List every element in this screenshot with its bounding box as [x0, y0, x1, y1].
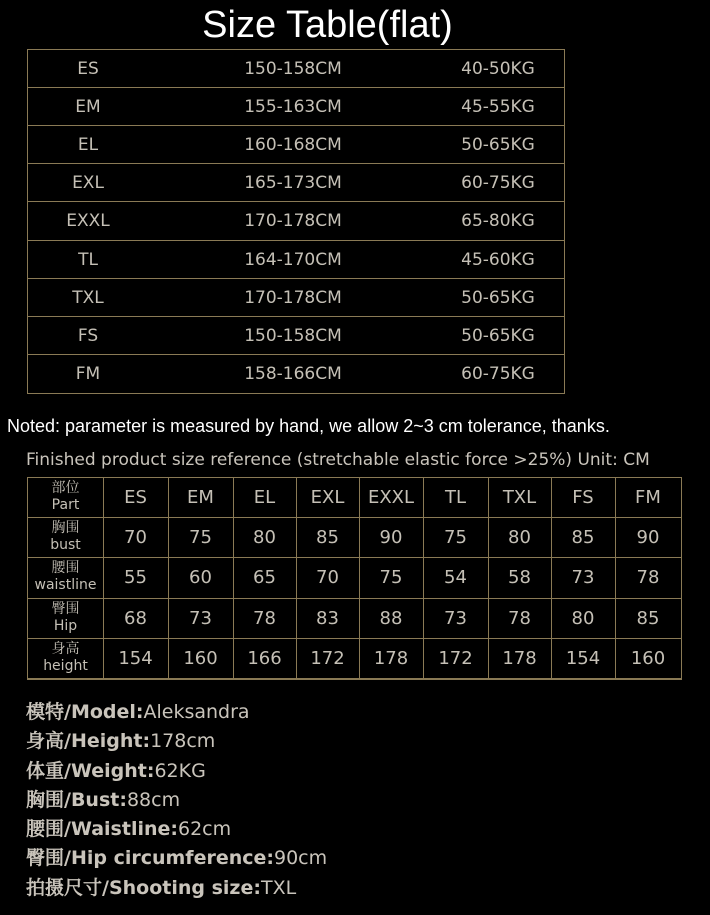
measure-value: 68 [124, 607, 147, 629]
measure-value: 80 [253, 527, 276, 549]
measure-value: 178 [373, 647, 409, 669]
model-info-line [26, 874, 327, 903]
size-header: FS [572, 487, 594, 508]
size-table-row [28, 164, 564, 202]
column-divider [359, 478, 360, 679]
model-info-key: 体重/Weight: [26, 759, 155, 782]
measure-table [27, 477, 682, 680]
weight-range: 60-75KG [461, 363, 535, 384]
measure-value: 160 [630, 647, 666, 669]
weight-range: 65-80KG [461, 211, 535, 232]
height-range: 158-166CM [244, 363, 342, 384]
measure-value: 160 [183, 647, 218, 669]
size-header: FM [635, 487, 661, 508]
weight-range: 60-75KG [461, 173, 535, 194]
measure-value: 58 [508, 567, 531, 589]
size-header: EXXL [367, 487, 415, 508]
measure-value: 83 [316, 607, 339, 629]
measure-value: 78 [253, 607, 276, 629]
model-info-value: 62KG [154, 759, 206, 782]
model-info-key: 胸围/Bust: [26, 788, 127, 811]
column-divider [615, 478, 616, 679]
measure-value: 90 [379, 527, 403, 549]
size-table-row [28, 279, 564, 317]
size-table-row [28, 202, 564, 240]
measure-value: 78 [636, 567, 660, 589]
column-divider [296, 478, 297, 679]
measure-value: 70 [316, 567, 339, 589]
column-divider [233, 478, 234, 679]
model-info-line [26, 727, 327, 756]
measure-value: 75 [379, 567, 403, 589]
model-info-line [26, 844, 327, 873]
model-info-key: 臀围/Hip circumference: [26, 847, 274, 870]
size-header: TXL [502, 487, 537, 508]
size-table-row [28, 241, 564, 279]
height-range: 150-158CM [244, 325, 342, 346]
row-label-en: waistline [34, 577, 97, 594]
size-code: EL [77, 135, 99, 156]
row-label [28, 560, 103, 594]
measure-value: 73 [444, 607, 467, 629]
measure-value: 172 [310, 647, 345, 669]
row-label [28, 520, 103, 554]
measure-table-row [28, 599, 681, 639]
size-code: FM [75, 363, 101, 384]
measure-value: 75 [444, 527, 467, 549]
measure-value: 80 [508, 527, 531, 549]
model-info-line [26, 786, 327, 815]
model-info-line [26, 698, 327, 727]
measure-value: 60 [189, 567, 212, 589]
size-code: EM [75, 97, 101, 118]
model-info [26, 698, 327, 903]
size-table-row [28, 50, 564, 88]
model-info-key: 腰围/Waistline: [26, 818, 178, 841]
size-code: TXL [72, 287, 104, 308]
measure-value: 85 [636, 607, 660, 629]
row-label-en: height [43, 657, 88, 674]
measure-value: 178 [502, 647, 537, 669]
row-label [28, 641, 103, 675]
height-range: 155-163CM [244, 97, 342, 118]
measure-value: 154 [565, 647, 601, 669]
column-divider [551, 478, 552, 679]
size-header: EM [187, 487, 214, 508]
size-table-row [28, 88, 564, 126]
height-range: 160-168CM [244, 135, 342, 156]
model-info-key: 拍摄尺寸/Shooting size: [26, 876, 261, 899]
size-table [27, 49, 565, 394]
model-info-value: 178cm [150, 730, 216, 753]
measure-value: 55 [124, 567, 147, 589]
size-code: EXXL [66, 211, 110, 232]
weight-range: 50-65KG [461, 287, 535, 308]
height-range: 170-178CM [244, 211, 342, 232]
measure-value: 78 [508, 607, 531, 629]
weight-range: 50-65KG [461, 135, 535, 156]
row-label-zh: 身高 [51, 640, 80, 657]
size-header: ES [124, 487, 147, 508]
size-header: EXL [310, 487, 345, 508]
size-code: EXL [72, 173, 104, 194]
measure-value: 88 [379, 607, 403, 629]
row-label [28, 480, 103, 514]
model-info-value: 90cm [273, 847, 328, 870]
measure-value: 70 [124, 527, 147, 549]
weight-range: 45-55KG [461, 97, 535, 118]
model-info-line [26, 757, 327, 786]
size-header: EL [253, 487, 276, 508]
column-divider [488, 478, 489, 679]
measure-caption: Finished product size reference (stretchable elastic force >25%) Unit: CM [26, 450, 650, 470]
weight-range: 40-50KG [461, 59, 535, 79]
measure-value: 85 [316, 527, 339, 549]
measure-table-row [28, 478, 681, 518]
size-table-row [28, 126, 564, 164]
measure-value: 65 [253, 567, 276, 589]
row-label-zh: 胸围 [51, 520, 80, 537]
model-info-value: TXL [260, 876, 297, 899]
weight-range: 50-65KG [461, 325, 535, 346]
measure-table-row [28, 518, 681, 558]
measure-value: 172 [438, 647, 473, 669]
row-label-en: Hip [53, 617, 78, 634]
tolerance-note: Noted: parameter is measured by hand, we allow 2~3 cm tolerance, thanks. [7, 416, 610, 436]
measure-value: 166 [247, 647, 282, 669]
size-code: ES [77, 59, 99, 79]
row-label-en: bust [50, 537, 81, 554]
model-info-value: 88cm [126, 788, 181, 811]
size-code: FS [77, 325, 99, 346]
page-title: Size Table(flat) [202, 4, 453, 46]
row-label [28, 601, 103, 635]
measure-value: 85 [571, 527, 595, 549]
column-divider [103, 478, 104, 679]
model-info-value: Aleksandra [143, 701, 250, 723]
measure-table-row [28, 558, 681, 598]
size-code: TL [78, 249, 98, 270]
row-label-zh: 臀围 [51, 600, 80, 617]
height-range: 150-158CM [244, 59, 342, 79]
model-info-line [26, 815, 327, 844]
size-table-row [28, 355, 564, 393]
row-label-zh: 腰围 [51, 560, 80, 577]
height-range: 170-178CM [244, 287, 342, 308]
size-table-row [28, 317, 564, 355]
measure-value: 73 [189, 607, 212, 629]
measure-value: 90 [636, 527, 660, 549]
size-header: TL [444, 487, 467, 508]
height-range: 165-173CM [244, 173, 342, 194]
measure-value: 73 [571, 567, 595, 589]
weight-range: 45-60KG [461, 249, 535, 270]
measure-value: 54 [444, 567, 467, 589]
measure-value: 75 [189, 527, 212, 549]
column-divider [423, 478, 424, 679]
row-label-en: Part [51, 497, 80, 513]
measure-table-row [28, 639, 681, 679]
measure-value: 80 [571, 607, 595, 629]
model-info-key: 身高/Height: [26, 730, 151, 753]
measure-value: 154 [118, 647, 153, 669]
model-info-key: 模特/Model: [26, 701, 144, 723]
column-divider [168, 478, 169, 679]
model-info-value: 62cm [177, 818, 232, 841]
row-label-zh: 部位 [51, 480, 80, 496]
height-range: 164-170CM [244, 249, 342, 270]
